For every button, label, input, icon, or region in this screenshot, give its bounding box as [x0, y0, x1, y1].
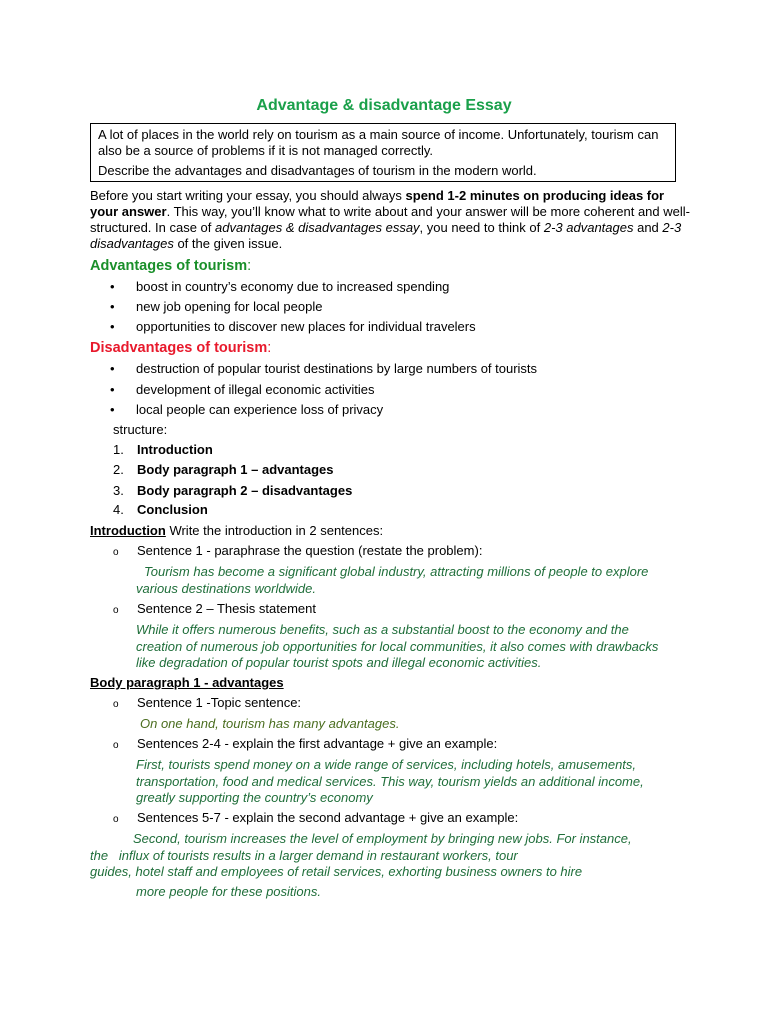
intro-text-mid: and — [633, 220, 663, 235]
advantages-heading-text: Advantages of tourism — [90, 258, 248, 274]
structure-label: structure: — [113, 422, 168, 437]
sub-item — [113, 736, 497, 754]
disadvantages-heading-colon: : — [267, 340, 272, 356]
intro-italic: advantages & disadvantages essay — [215, 220, 420, 235]
structure-text: Body paragraph 1 – advantages — [137, 462, 334, 477]
disadvantage-item: destruction of popular tourist destinations by large numbers of tourists — [136, 361, 538, 376]
bullet-icon: • — [110, 382, 115, 397]
bullet-icon: • — [110, 319, 115, 334]
example-second-advantage-line: guides, hotel staff and employees of retail services, exhorting business owners to hire — [90, 864, 583, 879]
task-question: Describe the advantages and disadvantages of tourism in the modern world. — [98, 163, 537, 178]
document-title: Advantage & disadvantage Essay — [256, 97, 512, 114]
sub-item — [113, 695, 301, 713]
structure-text: Body paragraph 2 – disadvantages — [137, 483, 353, 498]
bullet-icon: • — [110, 279, 115, 294]
intro-text-end: of the given issue. — [173, 236, 283, 251]
bullet-icon: • — [110, 402, 115, 417]
structure-number: 2. — [113, 462, 124, 477]
example-paraphrase: Tourism has become a significant global industry, attracting millions of people to explore various destinations worldwide. — [136, 564, 649, 596]
introduction-label: Introduction — [90, 523, 166, 538]
advantages-heading — [90, 258, 251, 274]
first-advantage-instruction: Sentences 2-4 - explain the first advantage + give an example: — [137, 736, 498, 751]
disadvantage-item: development of illegal economic activities — [136, 382, 375, 397]
introduction-heading — [90, 523, 383, 539]
structure-item — [113, 483, 352, 499]
structure-number: 4. — [113, 502, 124, 517]
example-second-advantage-line: Second, tourism increases the level of employment by bringing new jobs. For instance, — [133, 831, 632, 846]
disadvantages-heading — [90, 340, 271, 356]
sub-item — [113, 543, 482, 561]
example-topic-sentence: On one hand, tourism has many advantages. — [140, 716, 400, 731]
circle-bullet-icon: o — [113, 814, 119, 825]
sentence-2-instruction: Sentence 2 – Thesis statement — [137, 601, 316, 616]
example-second-advantage-line: more people for these positions. — [136, 884, 321, 899]
advantage-item: new job opening for local people — [136, 299, 323, 314]
instructions-paragraph — [90, 188, 690, 252]
example-thesis: While it offers numerous benefits, such as a substantial boost to the economy and the creation of numerous job opportunities for local communities, it also comes with drawbacks like degradation of popular tourist spots and illegal economic activities. — [136, 622, 659, 670]
sub-item — [113, 601, 316, 619]
advantage-item: opportunities to discover new places for individual travelers — [136, 319, 476, 334]
body1-heading — [90, 675, 284, 691]
bullet-icon: • — [110, 299, 115, 314]
intro-text-1: Before you start writing your essay, you should always — [90, 188, 406, 203]
list-item — [110, 382, 374, 398]
advantages-heading-colon: : — [247, 258, 252, 274]
circle-bullet-icon: o — [113, 740, 119, 751]
disadvantages-heading-text: Disadvantages of tourism — [90, 340, 268, 356]
task-box — [90, 123, 676, 182]
structure-item — [113, 502, 208, 518]
disadvantage-item: local people can experience loss of privacy — [136, 402, 384, 417]
sub-item — [113, 810, 518, 828]
structure-text: Conclusion — [137, 502, 208, 517]
circle-bullet-icon: o — [113, 605, 119, 616]
second-advantage-instruction: Sentences 5-7 - explain the second advantage + give an example: — [137, 810, 519, 825]
structure-item — [113, 442, 213, 458]
structure-number: 3. — [113, 483, 124, 498]
intro-bold: spend 1-2 minutes on producing ideas for your answer — [90, 188, 665, 219]
circle-bullet-icon: o — [113, 547, 119, 558]
circle-bullet-icon: o — [113, 699, 119, 710]
sentence-1-instruction: Sentence 1 - paraphrase the question (restate the problem): — [137, 543, 483, 558]
body1-label: Body paragraph 1 - advantages — [90, 675, 284, 690]
topic-sentence-instruction: Sentence 1 -Topic sentence: — [137, 695, 302, 710]
example-first-advantage: First, tourists spend money on a wide range of services, including hotels, amusements, transportation, food and medical services. This way, tourism yields an additional income, greatly supporting the country’s economy — [136, 757, 644, 805]
bullet-icon: • — [110, 361, 115, 376]
intro-text-3: , you need to think of — [419, 220, 544, 235]
list-item — [110, 279, 449, 295]
list-item — [110, 361, 537, 377]
list-item — [110, 319, 476, 335]
task-statement: A lot of places in the world rely on tourism as a main source of income. Unfortunately, tourism can also be a source of problems if it is not managed correctly. — [98, 127, 659, 158]
list-item — [110, 299, 322, 315]
structure-number: 1. — [113, 442, 124, 457]
introduction-text: Write the introduction in 2 sentences: — [165, 523, 384, 538]
intro-italic-advantages: 2-3 advantages — [543, 220, 634, 235]
structure-item — [113, 462, 334, 478]
example-second-advantage-line: the influx of tourists results in a larger demand in restaurant workers, tour — [90, 848, 518, 863]
advantage-item: boost in country’s economy due to increased spending — [136, 279, 450, 294]
structure-text: Introduction — [137, 442, 213, 457]
intro-text-2: . This way, you’ll know what to write about and your answer will be more coherent and well-structured. In case of — [90, 204, 690, 235]
intro-italic-disadvantages: 2-3 disadvantages — [90, 220, 682, 251]
list-item — [110, 402, 383, 418]
